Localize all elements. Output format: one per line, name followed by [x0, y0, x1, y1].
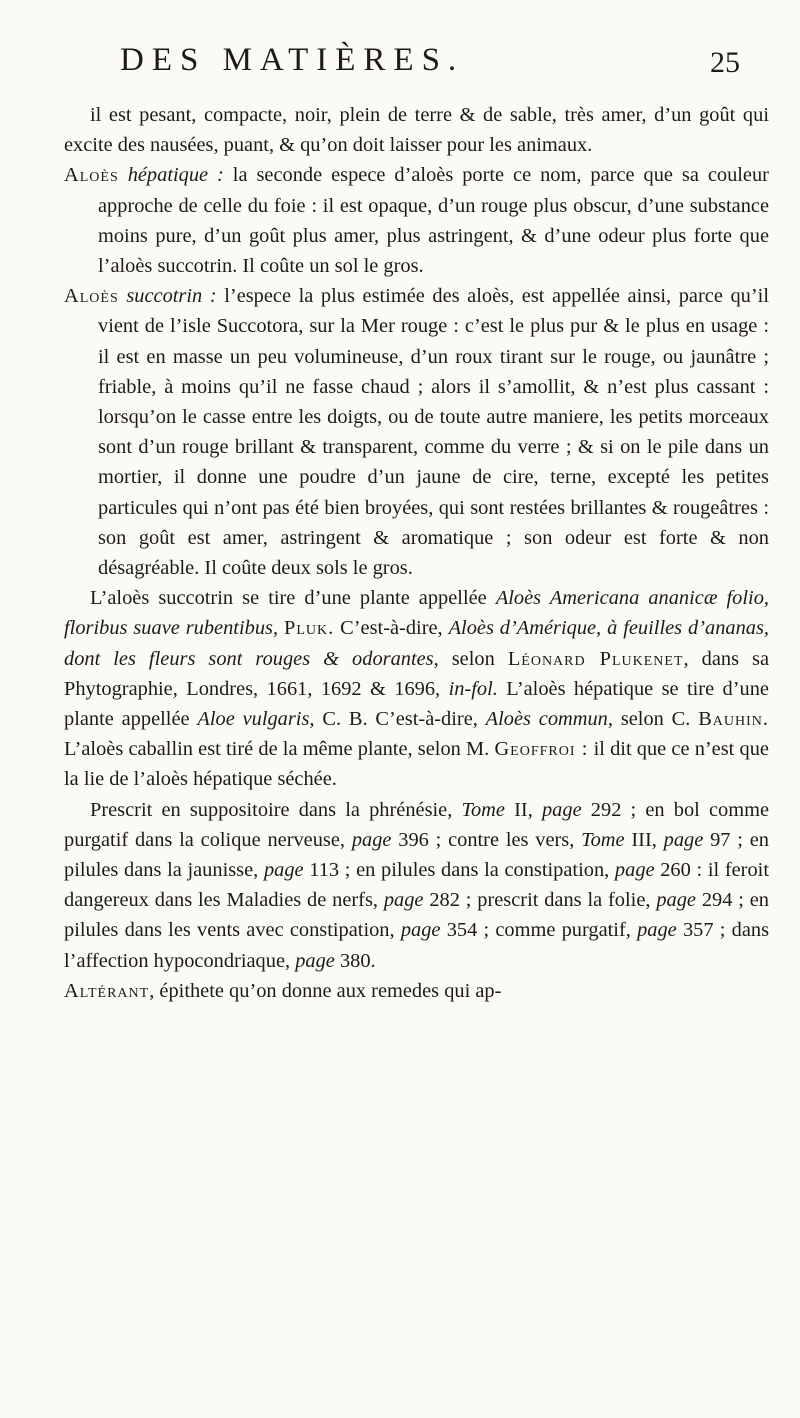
author-name: Geoffroi : [494, 738, 589, 761]
entry-text: , épithete qu’on donne aux remedes qui ap- [149, 979, 502, 1002]
entry-text: la seconde espece d’aloès porte ce nom, parce que sa couleur approche de celle du foie : il est opaque, d’un rouge plus obscur, d’une substance moins pure, d’un goût plus amer, plus astringent, & d’une odeur plus forte que l’aloès succotrin. Il coûte un sol le gros. [98, 164, 769, 278]
entry-aloes-hepatique [64, 160, 769, 281]
text-run: selon [451, 647, 495, 670]
entry-text: l’espece la plus estimée des aloès, est appellée ainsi, parce qu’il vient de l’isle Succotora, sur la Mer rouge : c’est le plus pur & le plus en usage : il est en masse un peu volumineuse, d’un roux tirant sur le rouge, ou jaunâtre ; friable, à moins qu’il ne fasse chaud ; alors il s’amollit, & n’est plus cassant : lorsqu’on le casse entre les doigts, ou de toute autre maniere, les petits morceaux sont d’un rouge brillant & transparent, comme du verre ; & si on le pile dans un mortier, il donne une poudre d’un jaune de cire, terne, excepté les petites particules qui n’ont pas été bien broyées, qui sont restées brillantes & rougeâtres : son goût est amer, astringent & aromatique ; son odeur est forte & non désagréable. Il coûte deux sols le gros. [98, 285, 769, 580]
text-run: L’aloès caballin est tiré de la même plante, selon M. [64, 738, 490, 761]
text-run: 380. [339, 949, 376, 972]
page-number: 25 [710, 46, 740, 79]
text-run: C’est-à-dire, [340, 617, 443, 640]
text-run: 396 ; contre les vers, [398, 828, 575, 851]
body-text [64, 100, 769, 1006]
running-title: DES MATIÈRES. [120, 42, 465, 78]
author-abbrev: Pluk. [284, 617, 335, 640]
text-run: 113 ; en pilules dans la constipation, [309, 859, 610, 882]
ref-label: page [656, 889, 696, 912]
ref-label: page [663, 828, 704, 851]
text-run: 354 ; comme purgatif, [446, 919, 631, 942]
ref-label: Tome [461, 798, 505, 821]
text-run: Prescrit en suppositoire dans la phrénésie, [90, 798, 453, 821]
text-run: 282 ; prescrit dans la folie, [429, 889, 651, 912]
latin-name: Aloe vulgaris, [197, 708, 315, 731]
entry-alterant [64, 976, 769, 1006]
entry-qualifier: hépatique : [127, 164, 224, 187]
text-run: il dit que ce n’est que la lie de l’aloès hépatique séchée. [64, 738, 769, 791]
page-header [0, 42, 800, 92]
paragraph-references [64, 795, 769, 976]
text-run: III, [631, 828, 657, 851]
ref-label: page [614, 859, 655, 882]
ref-label: page [383, 889, 424, 912]
format-abbrev: in-fol. [448, 677, 498, 700]
text-run: L’aloès hépatique se tire d’une plante appellée [64, 677, 769, 731]
text-run: 260 : il feroit dangereux dans les Maladies de nerfs, [64, 859, 769, 912]
text-run: C. B. C’est-à-dire, [322, 708, 478, 731]
entry-headword: Altérant [64, 979, 150, 1002]
ref-label: Tome [581, 828, 625, 851]
ref-label: page [295, 949, 335, 972]
paragraph-text: il est pesant, compacte, noir, plein de terre & de sable, très amer, d’un goût qui excite des nausées, puant, & qu’on doit laisser pour les animaux. [64, 104, 769, 157]
ref-label: page [263, 859, 304, 882]
ref-label: page [637, 919, 677, 942]
ref-label: page [351, 828, 392, 851]
author-name: Bauhin. [698, 708, 770, 731]
text-run: selon C. [620, 708, 691, 731]
text-run: 294 ; en pilules dans les vents avec constipation, [64, 889, 769, 942]
entry-aloes-succotrin [64, 281, 769, 583]
french-name: Aloès d’Amérique, à feuilles d’ananas, dont les fleurs sont rouges & odorantes, [64, 617, 770, 670]
paragraph-botanical-source [64, 583, 769, 794]
text-run: 292 ; en bol comme purgatif dans la colique nerveuse, [64, 798, 769, 851]
ref-label: page [400, 919, 441, 942]
text-run: II, [514, 798, 533, 821]
entry-qualifier: succotrin : [126, 285, 217, 308]
french-name: Aloès commun, [485, 708, 613, 731]
paragraph-continuation [64, 100, 769, 160]
entry-headword: Aloès [64, 285, 119, 308]
text-run: 97 ; en pilules dans la jaunisse, [64, 828, 769, 882]
text-run: , dans sa Phytographie, Londres, 1661, 1692 & 1696, [64, 647, 770, 700]
author-name: Léonard Plukenet [507, 647, 684, 670]
entry-headword: Aloès [64, 164, 119, 187]
ref-label: page [541, 798, 582, 821]
text-run: L’aloès succotrin se tire d’une plante appellée [90, 587, 487, 610]
latin-name: Aloès Americana ananicæ folio, floribus suave rubentibus, [64, 587, 769, 640]
text-run: 357 ; dans l’affection hypocondriaque, [64, 919, 769, 972]
